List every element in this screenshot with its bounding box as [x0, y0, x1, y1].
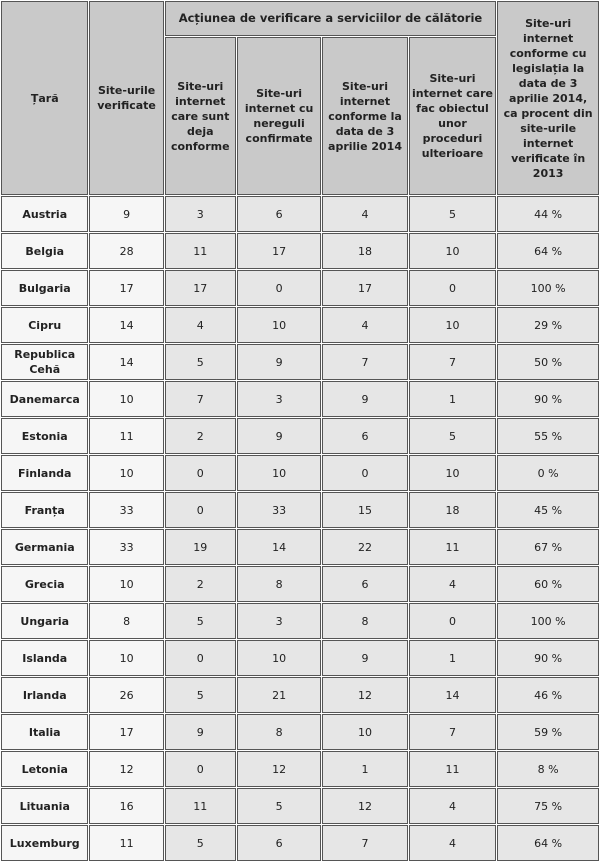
further-procedures-cell: 10	[409, 233, 497, 269]
table-row	[1, 788, 599, 824]
percent-cell: 55 %	[497, 418, 599, 454]
already-compliant-cell: 0	[165, 455, 236, 491]
verified-cell: 33	[89, 492, 163, 528]
already-compliant-cell: 19	[165, 529, 236, 565]
percent-cell: 67 %	[497, 529, 599, 565]
compliant-on-date-cell: 12	[322, 788, 407, 824]
percent-cell: 29 %	[497, 307, 599, 343]
header-percent: Site-uri internet conforme cu legislația la data de 3 aprilie 2014, ca procent din site-urile internet verificate în 2013	[497, 1, 599, 195]
already-compliant-cell: 11	[165, 788, 236, 824]
compliant-on-date-cell: 0	[322, 455, 407, 491]
country-cell: Austria	[1, 196, 88, 232]
verified-cell: 33	[89, 529, 163, 565]
verified-cell: 28	[89, 233, 163, 269]
confirmed-issues-cell: 6	[237, 825, 321, 861]
confirmed-issues-cell: 9	[237, 418, 321, 454]
verified-cell: 8	[89, 603, 163, 639]
country-cell: Lituania	[1, 788, 88, 824]
country-cell: Belgia	[1, 233, 88, 269]
table-row	[1, 233, 599, 269]
confirmed-issues-cell: 10	[237, 307, 321, 343]
already-compliant-cell: 5	[165, 603, 236, 639]
header-verified: Site-urile verificate	[89, 1, 163, 195]
already-compliant-cell: 0	[165, 751, 236, 787]
country-cell: Islanda	[1, 640, 88, 676]
already-compliant-cell: 0	[165, 492, 236, 528]
header-country: Țară	[1, 1, 88, 195]
table-row	[1, 418, 599, 454]
country-cell: Bulgaria	[1, 270, 88, 306]
header-action-group: Acțiunea de verificare a serviciilor de călătorie	[165, 1, 497, 36]
percent-cell: 100 %	[497, 603, 599, 639]
header-already-compliant: Site-uri internet care sunt deja conforme	[165, 37, 236, 195]
further-procedures-cell: 4	[409, 566, 497, 602]
further-procedures-cell: 10	[409, 307, 497, 343]
compliant-on-date-cell: 4	[322, 196, 407, 232]
percent-cell: 59 %	[497, 714, 599, 750]
table-row	[1, 640, 599, 676]
further-procedures-cell: 5	[409, 418, 497, 454]
header-confirmed-issues: Site-uri internet cu nereguli confirmate	[237, 37, 321, 195]
further-procedures-cell: 4	[409, 788, 497, 824]
compliant-on-date-cell: 9	[322, 381, 407, 417]
already-compliant-cell: 11	[165, 233, 236, 269]
percent-cell: 100 %	[497, 270, 599, 306]
confirmed-issues-cell: 17	[237, 233, 321, 269]
confirmed-issues-cell: 9	[237, 344, 321, 380]
table-body	[1, 196, 599, 861]
table-row	[1, 455, 599, 491]
confirmed-issues-cell: 21	[237, 677, 321, 713]
further-procedures-cell: 1	[409, 381, 497, 417]
compliant-on-date-cell: 7	[322, 825, 407, 861]
country-cell: Estonia	[1, 418, 88, 454]
already-compliant-cell: 2	[165, 418, 236, 454]
already-compliant-cell: 9	[165, 714, 236, 750]
already-compliant-cell: 5	[165, 825, 236, 861]
percent-cell: 0 %	[497, 455, 599, 491]
percent-cell: 64 %	[497, 825, 599, 861]
country-cell: Luxemburg	[1, 825, 88, 861]
percent-cell: 45 %	[497, 492, 599, 528]
verified-cell: 12	[89, 751, 163, 787]
confirmed-issues-cell: 12	[237, 751, 321, 787]
verified-cell: 14	[89, 307, 163, 343]
table-row	[1, 196, 599, 232]
compliant-on-date-cell: 12	[322, 677, 407, 713]
verified-cell: 16	[89, 788, 163, 824]
table-row	[1, 566, 599, 602]
compliant-on-date-cell: 8	[322, 603, 407, 639]
compliant-on-date-cell: 22	[322, 529, 407, 565]
verified-cell: 17	[89, 714, 163, 750]
percent-cell: 50 %	[497, 344, 599, 380]
already-compliant-cell: 3	[165, 196, 236, 232]
verified-cell: 10	[89, 566, 163, 602]
verified-cell: 9	[89, 196, 163, 232]
further-procedures-cell: 5	[409, 196, 497, 232]
already-compliant-cell: 17	[165, 270, 236, 306]
country-cell: Irlanda	[1, 677, 88, 713]
compliant-on-date-cell: 9	[322, 640, 407, 676]
further-procedures-cell: 0	[409, 270, 497, 306]
country-cell: Finlanda	[1, 455, 88, 491]
country-cell: Germania	[1, 529, 88, 565]
already-compliant-cell: 2	[165, 566, 236, 602]
further-procedures-cell: 0	[409, 603, 497, 639]
verified-cell: 10	[89, 640, 163, 676]
percent-cell: 46 %	[497, 677, 599, 713]
further-procedures-cell: 4	[409, 825, 497, 861]
compliant-on-date-cell: 10	[322, 714, 407, 750]
further-procedures-cell: 11	[409, 751, 497, 787]
verified-cell: 26	[89, 677, 163, 713]
table-row	[1, 714, 599, 750]
table-row	[1, 603, 599, 639]
further-procedures-cell: 14	[409, 677, 497, 713]
verified-cell: 14	[89, 344, 163, 380]
country-cell: Italia	[1, 714, 88, 750]
country-cell: Cipru	[1, 307, 88, 343]
confirmed-issues-cell: 10	[237, 455, 321, 491]
further-procedures-cell: 7	[409, 344, 497, 380]
verified-cell: 10	[89, 455, 163, 491]
percent-cell: 64 %	[497, 233, 599, 269]
verified-cell: 11	[89, 418, 163, 454]
confirmed-issues-cell: 0	[237, 270, 321, 306]
table-row	[1, 381, 599, 417]
further-procedures-cell: 1	[409, 640, 497, 676]
confirmed-issues-cell: 3	[237, 603, 321, 639]
header-further-procedures: Site-uri internet care fac obiectul unor proceduri ulterioare	[409, 37, 497, 195]
compliant-on-date-cell: 6	[322, 566, 407, 602]
confirmed-issues-cell: 33	[237, 492, 321, 528]
percent-cell: 60 %	[497, 566, 599, 602]
compliant-on-date-cell: 4	[322, 307, 407, 343]
country-cell: Danemarca	[1, 381, 88, 417]
further-procedures-cell: 18	[409, 492, 497, 528]
table-row	[1, 677, 599, 713]
confirmed-issues-cell: 6	[237, 196, 321, 232]
compliant-on-date-cell: 17	[322, 270, 407, 306]
already-compliant-cell: 4	[165, 307, 236, 343]
already-compliant-cell: 5	[165, 344, 236, 380]
table-row	[1, 492, 599, 528]
compliant-on-date-cell: 18	[322, 233, 407, 269]
country-cell: Republica Cehă	[1, 344, 88, 380]
header-compliant-on-date: Site-uri internet conforme la data de 3 aprilie 2014	[322, 37, 407, 195]
country-cell: Letonia	[1, 751, 88, 787]
already-compliant-cell: 7	[165, 381, 236, 417]
percent-cell: 44 %	[497, 196, 599, 232]
table-row	[1, 307, 599, 343]
verified-cell: 10	[89, 381, 163, 417]
country-cell: Ungaria	[1, 603, 88, 639]
table-row	[1, 751, 599, 787]
verified-cell: 11	[89, 825, 163, 861]
already-compliant-cell: 0	[165, 640, 236, 676]
table-row	[1, 529, 599, 565]
verified-cell: 17	[89, 270, 163, 306]
compliant-on-date-cell: 1	[322, 751, 407, 787]
percent-cell: 90 %	[497, 381, 599, 417]
further-procedures-cell: 11	[409, 529, 497, 565]
confirmed-issues-cell: 3	[237, 381, 321, 417]
confirmed-issues-cell: 10	[237, 640, 321, 676]
compliant-on-date-cell: 6	[322, 418, 407, 454]
percent-cell: 8 %	[497, 751, 599, 787]
table-row	[1, 344, 599, 380]
confirmed-issues-cell: 14	[237, 529, 321, 565]
confirmed-issues-cell: 8	[237, 714, 321, 750]
confirmed-issues-cell: 5	[237, 788, 321, 824]
further-procedures-cell: 10	[409, 455, 497, 491]
confirmed-issues-cell: 8	[237, 566, 321, 602]
compliant-on-date-cell: 7	[322, 344, 407, 380]
compliant-on-date-cell: 15	[322, 492, 407, 528]
country-cell: Grecia	[1, 566, 88, 602]
table-row	[1, 270, 599, 306]
already-compliant-cell: 5	[165, 677, 236, 713]
further-procedures-cell: 7	[409, 714, 497, 750]
percent-cell: 75 %	[497, 788, 599, 824]
country-cell: Franța	[1, 492, 88, 528]
percent-cell: 90 %	[497, 640, 599, 676]
